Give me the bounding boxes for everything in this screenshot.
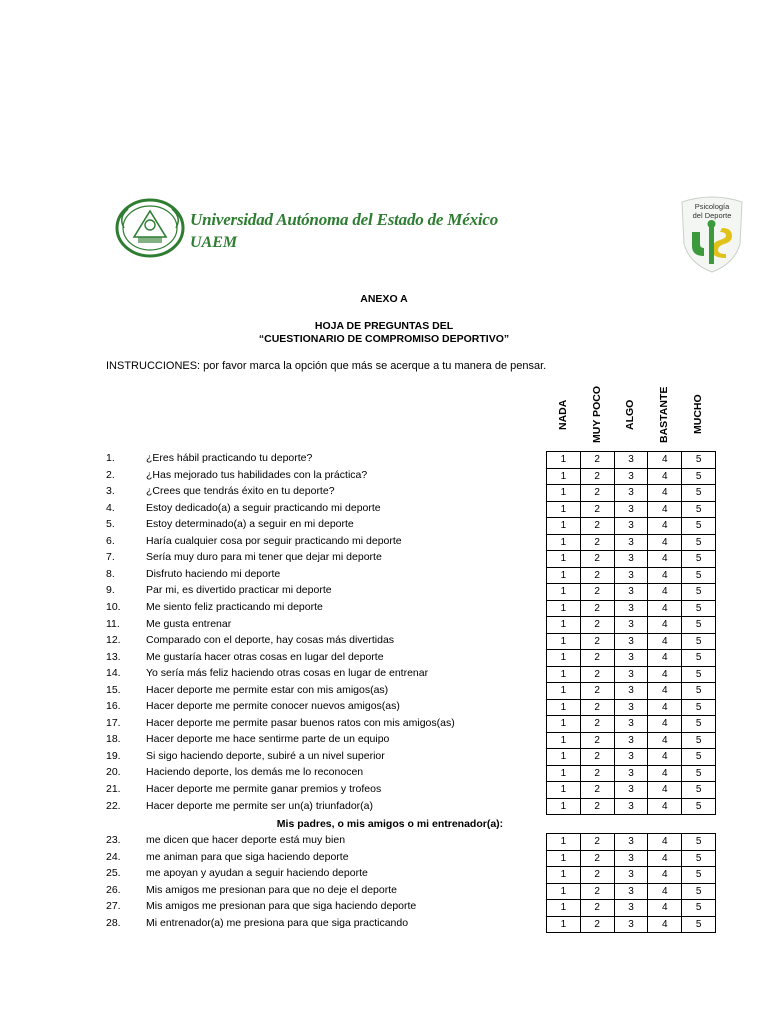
question-number: 24.: [106, 850, 121, 863]
answer-option-cell[interactable]: 4: [648, 650, 682, 667]
answer-option-cell[interactable]: 3: [614, 716, 648, 733]
question-text: me apoyan y ayudan a seguir haciendo deporte: [146, 867, 368, 880]
answer-option-cell[interactable]: 5: [682, 485, 716, 502]
answer-row: [547, 452, 716, 469]
answer-row: [547, 617, 716, 634]
answer-option-cell[interactable]: 4: [648, 617, 682, 634]
question-text: Par mi, es divertido practicar mi deporte: [146, 584, 332, 597]
question-text: Mis amigos me presionan para que no deje el deporte: [146, 883, 397, 896]
answer-option-cell[interactable]: 2: [580, 765, 614, 782]
answer-option-cell[interactable]: 4: [648, 534, 682, 551]
question-number: 2.: [106, 468, 115, 481]
answer-row: [547, 633, 716, 650]
question-number: 21.: [106, 783, 121, 795]
answer-option-cell[interactable]: 3: [614, 617, 648, 634]
answer-row: [547, 567, 716, 584]
answer-row: [547, 485, 716, 502]
question-number: 26.: [106, 883, 121, 896]
answer-grid: [546, 833, 716, 933]
answer-option-cell[interactable]: 5: [682, 749, 716, 766]
answer-option-cell[interactable]: 5: [682, 916, 716, 933]
questionnaire-title: “CUESTIONARIO DE COMPROMISO DEPORTIVO”: [258, 333, 510, 345]
question-text: me animan para que siga haciendo deporte: [146, 850, 349, 863]
answer-option-cell[interactable]: 2: [580, 699, 614, 716]
answer-option-cell[interactable]: 3: [614, 732, 648, 749]
answer-option-cell[interactable]: 1: [547, 633, 581, 650]
answer-option-cell[interactable]: 1: [547, 850, 581, 867]
answer-option-cell[interactable]: 3: [614, 501, 648, 518]
answer-row: [547, 518, 716, 535]
answer-option-cell[interactable]: 5: [682, 551, 716, 568]
answer-option-cell[interactable]: 2: [580, 584, 614, 601]
question-number: 10.: [106, 600, 121, 613]
answer-row: [547, 683, 716, 700]
answer-row: [547, 600, 716, 617]
question-number: 28.: [106, 916, 121, 929]
question-text: ¿Has mejorado tus habilidades con la práctica?: [146, 468, 368, 481]
answer-option-cell[interactable]: 1: [547, 916, 581, 933]
answer-option-cell[interactable]: 5: [682, 867, 716, 884]
answer-option-cell[interactable]: 3: [614, 765, 648, 782]
answer-option-cell[interactable]: 5: [682, 683, 716, 700]
answer-option-cell[interactable]: 3: [614, 518, 648, 535]
answer-option-cell[interactable]: 4: [648, 850, 682, 867]
answer-option-cell[interactable]: 1: [547, 485, 581, 502]
answer-option-cell[interactable]: 5: [682, 666, 716, 683]
answer-row: [547, 916, 716, 933]
question-number: 11.: [106, 617, 120, 630]
answer-option-cell[interactable]: 2: [580, 716, 614, 733]
question-number: 17.: [106, 716, 121, 729]
answer-option-cell[interactable]: 2: [580, 900, 614, 917]
answer-option-cell[interactable]: 3: [614, 916, 648, 933]
question-number: 19.: [106, 749, 121, 762]
question-text: Me gustaría hacer otras cosas en lugar del deporte: [146, 650, 384, 663]
answer-option-cell[interactable]: 5: [682, 716, 716, 733]
answer-option-cell[interactable]: 4: [648, 468, 682, 485]
answer-row: [547, 867, 716, 884]
question-text: Hacer deporte me permite estar con mis amigos(as): [146, 683, 389, 696]
answer-option-cell[interactable]: 5: [682, 534, 716, 551]
answer-option-cell[interactable]: 5: [682, 900, 716, 917]
answer-option-cell[interactable]: 3: [614, 883, 648, 900]
answer-row: [547, 749, 716, 766]
answer-option-cell[interactable]: 4: [648, 867, 682, 884]
answer-option-cell[interactable]: 3: [614, 782, 648, 799]
answer-row: [547, 765, 716, 782]
psy-logo-line1: Psicología: [694, 202, 730, 211]
answer-option-cell[interactable]: 2: [580, 749, 614, 766]
answer-row: [547, 551, 716, 568]
answer-option-cell[interactable]: 3: [614, 452, 648, 469]
question-text: me dicen que hacer deporte está muy bien: [146, 834, 346, 846]
answer-option-cell[interactable]: 5: [682, 617, 716, 634]
question-text: Estoy dedicado(a) a seguir practicando mi deporte: [146, 501, 381, 514]
answer-option-cell[interactable]: 2: [580, 916, 614, 933]
psy-logo-line2: del Deporte: [692, 211, 732, 220]
answer-option-cell[interactable]: 2: [580, 782, 614, 799]
question-text: Sería muy duro para mi tener que dejar mi deporte: [146, 551, 382, 564]
answer-option-cell[interactable]: 4: [648, 683, 682, 700]
question-number: 15.: [106, 683, 121, 696]
answer-row: [547, 900, 716, 917]
answer-row: [547, 798, 716, 815]
answer-option-cell[interactable]: 1: [547, 534, 581, 551]
question-text: Haciendo deporte, los demás me lo reconocen: [146, 766, 364, 779]
answer-option-cell[interactable]: 1: [547, 650, 581, 667]
answer-row: [547, 468, 716, 485]
answer-option-cell[interactable]: 1: [547, 716, 581, 733]
answer-option-cell[interactable]: 2: [580, 600, 614, 617]
answer-option-cell[interactable]: 1: [547, 468, 581, 485]
answer-option-cell[interactable]: 4: [648, 666, 682, 683]
question-text: Si sigo haciendo deporte, subiré a un nivel superior: [146, 749, 385, 762]
answer-option-cell[interactable]: 2: [580, 666, 614, 683]
answer-option-cell[interactable]: 1: [547, 782, 581, 799]
answer-option-cell[interactable]: 3: [614, 551, 648, 568]
answer-option-cell[interactable]: 2: [580, 683, 614, 700]
question-text: Estoy determinado(a) a seguir en mi deporte: [146, 518, 354, 531]
question-number: 22.: [106, 799, 121, 812]
section-heading: Mis padres, o mis amigos o mi entrenador(a):: [276, 818, 504, 830]
question-number: 9.: [106, 584, 115, 597]
answer-option-cell[interactable]: 2: [580, 617, 614, 634]
question-number: 3.: [106, 485, 115, 498]
answer-option-cell[interactable]: 2: [580, 883, 614, 900]
question-text: Comparado con el deporte, hay cosas más divertidas: [146, 634, 395, 647]
answer-option-cell[interactable]: 2: [580, 633, 614, 650]
question-text: Mis amigos me presionan para que siga haciendo deporte: [146, 900, 417, 913]
question-text: ¿Crees que tendrás éxito en tu deporte?: [146, 485, 335, 498]
answer-option-cell[interactable]: 3: [614, 485, 648, 502]
answer-option-cell[interactable]: 1: [547, 683, 581, 700]
answer-row: [547, 699, 716, 716]
answer-option-cell[interactable]: 5: [682, 600, 716, 617]
question-text: Hacer deporte me permite pasar buenos ratos con mis amigos(as): [146, 716, 455, 729]
answer-option-cell[interactable]: 4: [648, 900, 682, 917]
answer-option-cell[interactable]: 3: [614, 900, 648, 917]
answer-option-cell[interactable]: 1: [547, 584, 581, 601]
answer-row: [547, 534, 716, 551]
answer-grid: [546, 451, 716, 815]
answer-option-cell[interactable]: 4: [648, 600, 682, 617]
answer-row: [547, 716, 716, 733]
answer-option-cell[interactable]: 1: [547, 765, 581, 782]
answer-option-cell[interactable]: 1: [547, 567, 581, 584]
answer-option-cell[interactable]: 4: [648, 765, 682, 782]
question-text: Hacer deporte me permite ganar premios y trofeos: [146, 783, 382, 795]
answer-row: [547, 850, 716, 867]
answer-option-cell[interactable]: 3: [614, 834, 648, 851]
answer-option-cell[interactable]: 3: [614, 666, 648, 683]
university-name: Universidad Autónoma del Estado de México: [190, 210, 499, 229]
answer-row: [547, 732, 716, 749]
question-number: 23.: [106, 834, 121, 846]
answer-option-cell[interactable]: 3: [614, 683, 648, 700]
answer-option-cell[interactable]: 2: [580, 834, 614, 851]
answer-option-cell[interactable]: 1: [547, 452, 581, 469]
question-number: 4.: [106, 501, 115, 514]
answer-option-cell[interactable]: 1: [547, 900, 581, 917]
answer-option-cell[interactable]: 4: [648, 916, 682, 933]
scale-header-mucho: MUCHO: [692, 394, 704, 434]
answer-option-cell[interactable]: 5: [682, 699, 716, 716]
answer-option-cell[interactable]: 1: [547, 749, 581, 766]
question-text: Disfruto haciendo mi deporte: [146, 567, 281, 580]
question-text: Me siento feliz practicando mi deporte: [146, 600, 323, 613]
answer-option-cell[interactable]: 1: [547, 867, 581, 884]
annex-title: ANEXO A: [360, 293, 408, 305]
question-text: Mi entrenador(a) me presiona para que siga practicando: [146, 916, 409, 929]
university-acronym: UAEM: [190, 234, 238, 251]
answer-option-cell[interactable]: 1: [547, 732, 581, 749]
answer-row: [547, 584, 716, 601]
answer-option-cell[interactable]: 4: [648, 551, 682, 568]
answer-option-cell[interactable]: 5: [682, 798, 716, 815]
answer-option-cell[interactable]: 1: [547, 699, 581, 716]
answer-option-cell[interactable]: 3: [614, 534, 648, 551]
question-number: 6.: [106, 534, 115, 547]
answer-option-cell[interactable]: 4: [648, 732, 682, 749]
answer-option-cell[interactable]: 2: [580, 452, 614, 469]
answer-option-cell[interactable]: 1: [547, 617, 581, 634]
question-text: Hacer deporte me permite ser un(a) triunfador(a): [146, 799, 374, 812]
answer-option-cell[interactable]: 5: [682, 850, 716, 867]
answer-option-cell[interactable]: 2: [580, 650, 614, 667]
answer-option-cell[interactable]: 4: [648, 699, 682, 716]
answer-option-cell[interactable]: 5: [682, 468, 716, 485]
answer-option-cell[interactable]: 5: [682, 782, 716, 799]
answer-option-cell[interactable]: 2: [580, 732, 614, 749]
answer-option-cell[interactable]: 1: [547, 551, 581, 568]
question-number: 8.: [106, 567, 115, 580]
instructions: INSTRUCCIONES: por favor marca la opción que más se acerque a tu manera de pensar.: [106, 360, 547, 372]
answer-option-cell[interactable]: 2: [580, 850, 614, 867]
answer-option-cell[interactable]: 3: [614, 867, 648, 884]
answer-option-cell[interactable]: 5: [682, 501, 716, 518]
answer-row: [547, 883, 716, 900]
question-number: 16.: [106, 700, 121, 713]
answer-option-cell[interactable]: 5: [682, 883, 716, 900]
answer-option-cell[interactable]: 4: [648, 518, 682, 535]
answer-option-cell[interactable]: 4: [648, 883, 682, 900]
answer-option-cell[interactable]: 3: [614, 584, 648, 601]
sheet-title: HOJA DE PREGUNTAS DEL: [314, 320, 454, 332]
answer-option-cell[interactable]: 1: [547, 600, 581, 617]
scale-header-nada: NADA: [557, 399, 569, 430]
answer-option-cell[interactable]: 4: [648, 749, 682, 766]
answer-option-cell[interactable]: 4: [648, 501, 682, 518]
answer-option-cell[interactable]: 1: [547, 518, 581, 535]
question-number: 20.: [106, 766, 121, 779]
answer-option-cell[interactable]: 4: [648, 834, 682, 851]
uaem-seal-logo: [114, 197, 186, 259]
answer-option-cell[interactable]: 3: [614, 650, 648, 667]
answer-option-cell[interactable]: 4: [648, 633, 682, 650]
question-text: Me gusta entrenar: [146, 617, 232, 630]
answer-option-cell[interactable]: 4: [648, 485, 682, 502]
question-number: 13.: [106, 650, 121, 663]
answer-option-cell[interactable]: 3: [614, 567, 648, 584]
question-number: 18.: [106, 733, 121, 746]
answer-option-cell[interactable]: 4: [648, 716, 682, 733]
question-number: 1.: [106, 452, 115, 464]
answer-option-cell[interactable]: 5: [682, 834, 716, 851]
answer-option-cell[interactable]: 3: [614, 633, 648, 650]
answer-option-cell[interactable]: 2: [580, 501, 614, 518]
sport-psychology-logo: [674, 194, 750, 274]
answer-row: [547, 501, 716, 518]
answer-option-cell[interactable]: 5: [682, 633, 716, 650]
answer-option-cell[interactable]: 3: [614, 749, 648, 766]
question-number: 7.: [106, 551, 115, 564]
question-text: Yo sería más feliz haciendo otras cosas en lugar de entrenar: [146, 667, 429, 680]
question-number: 27.: [106, 900, 121, 913]
answer-option-cell[interactable]: 2: [580, 468, 614, 485]
question-number: 14.: [106, 667, 121, 680]
question-number: 25.: [106, 867, 121, 880]
answer-option-cell[interactable]: 1: [547, 834, 581, 851]
question-number: 5.: [106, 518, 115, 531]
answer-option-cell[interactable]: 5: [682, 584, 716, 601]
answer-option-cell[interactable]: 2: [580, 485, 614, 502]
answer-option-cell[interactable]: 1: [547, 501, 581, 518]
answer-row: [547, 666, 716, 683]
answer-option-cell[interactable]: 5: [682, 567, 716, 584]
scale-header-muy-poco: MUY POCO: [591, 386, 603, 443]
answer-option-cell[interactable]: 1: [547, 883, 581, 900]
question-text: Haría cualquier cosa por seguir practicando mi deporte: [146, 534, 402, 547]
answer-option-cell[interactable]: 3: [614, 699, 648, 716]
answer-option-cell[interactable]: 5: [682, 452, 716, 469]
answer-option-cell[interactable]: 5: [682, 765, 716, 782]
answer-row: [547, 650, 716, 667]
answer-option-cell[interactable]: 2: [580, 798, 614, 815]
answer-option-cell[interactable]: 1: [547, 666, 581, 683]
answer-option-cell[interactable]: 3: [614, 600, 648, 617]
scale-header-algo: ALGO: [624, 399, 636, 430]
answer-option-cell[interactable]: 5: [682, 732, 716, 749]
answer-option-cell[interactable]: 3: [614, 850, 648, 867]
answer-option-cell[interactable]: 1: [547, 798, 581, 815]
answer-option-cell[interactable]: 4: [648, 782, 682, 799]
answer-option-cell[interactable]: 5: [682, 518, 716, 535]
answer-option-cell[interactable]: 3: [614, 798, 648, 815]
answer-option-cell[interactable]: 5: [682, 650, 716, 667]
answer-row: [547, 782, 716, 799]
answer-option-cell[interactable]: 4: [648, 452, 682, 469]
answer-option-cell[interactable]: 3: [614, 468, 648, 485]
question-text: ¿Eres hábil practicando tu deporte?: [146, 452, 313, 464]
answer-option-cell[interactable]: 4: [648, 567, 682, 584]
answer-option-cell[interactable]: 2: [580, 518, 614, 535]
question-text: Hacer deporte me hace sentirme parte de un equipo: [146, 733, 390, 746]
question-text: Hacer deporte me permite conocer nuevos amigos(as): [146, 700, 400, 713]
answer-option-cell[interactable]: 2: [580, 867, 614, 884]
answer-option-cell[interactable]: 4: [648, 584, 682, 601]
answer-row: [547, 834, 716, 851]
answer-option-cell[interactable]: 4: [648, 798, 682, 815]
answer-option-cell[interactable]: 2: [580, 551, 614, 568]
scale-header-bastante: BASTANTE: [658, 386, 670, 443]
answer-option-cell[interactable]: 2: [580, 534, 614, 551]
answer-option-cell[interactable]: 2: [580, 567, 614, 584]
question-number: 12.: [106, 634, 121, 647]
